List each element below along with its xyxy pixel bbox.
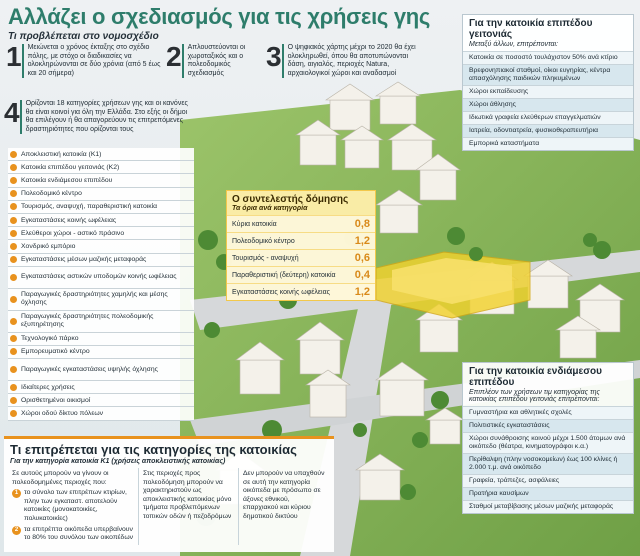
- step-text: Ορίζονται 18 κατηγορίες χρήσεων γης και οι κανόνες θα είναι κοινοί για όλη την Ελλάδα. Στο εξής οι δήμοι θα επιλέγουν ή θα απαγορεύουν τις επιτρεπόμενες δραστηριότητες που ορίζονται τους: [20, 100, 194, 134]
- step-1: [6, 41, 166, 78]
- bullet-dot-icon: [10, 366, 17, 373]
- bullet-dot-icon: [10, 274, 17, 281]
- list-item: Ιδιωτικά γραφεία ελεύθερων επαγγελματιών: [463, 111, 633, 124]
- list-item: Χώροι οδού δίκτυο πόλεων: [8, 407, 194, 420]
- row-value: 1,2: [354, 286, 370, 298]
- row-value: 1,2: [354, 235, 370, 247]
- list-item: Αποκλειστική κατοικία (Κ1): [8, 148, 194, 161]
- step-2: [166, 41, 264, 78]
- page-subtitle: Τι προβλέπεται στο νομοσχέδιο: [8, 31, 159, 42]
- step-number: 1: [6, 41, 22, 72]
- step-3: [266, 41, 426, 78]
- step-number: 2: [166, 41, 182, 72]
- panel-subtitle: Για την κατηγορία κατοικία Κ1 (χρήσεις αποκλειστικής κατοικίας): [10, 458, 226, 465]
- list-item: Χονδρικό εμπόριο: [8, 240, 194, 253]
- column-intro: Σε αυτούς μπορούν να γίνουν οι πολεοδομημένες περιοχές που:: [12, 470, 109, 486]
- row-label: Εγκαταστάσεις κοινής ωφέλειας: [232, 288, 330, 296]
- column-planning-areas: Στις περιοχές προς πολεοδόμηση μπορούν να χαρακτηριστούν ως αποκλειστικής κατοικίας μόνο τμήματα προβλεπόμενων τοπικών οδών ή πεζοδρόμων: [138, 468, 238, 545]
- list-item: Τουρισμός, αναψυχή, παραθεριστική κατοικία: [8, 201, 194, 214]
- list-item: Τεχνολογικό πάρκο: [8, 333, 194, 346]
- list-item: Εμπορικά καταστήματα: [463, 137, 633, 150]
- list-item: Γυμναστήρια και αθλητικές σχολές: [463, 406, 633, 419]
- table-row: [227, 232, 375, 249]
- bullet-dot-icon: [10, 256, 17, 263]
- list-item: Ιδιαίτερες χρήσεις: [8, 381, 194, 394]
- bullet-text: τα επιτρέπτα οικόπεδα υπερβαίνουν το 80% του συνόλου των οικοπέδων: [24, 525, 134, 542]
- allowed-uses-panel: [4, 436, 334, 552]
- row-value: 0,6: [354, 252, 370, 264]
- bullet-number: 2: [12, 526, 21, 535]
- land-use-category-list: [8, 148, 194, 421]
- list-item: Κατοικία ενδιάμεσου επιπέδου: [8, 174, 194, 187]
- list-item: Σταθμοί μεταβίβασης μέσων μαζικής μεταφοράς: [463, 500, 633, 513]
- bullet-dot-icon: [10, 151, 17, 158]
- step-number: 4: [4, 97, 20, 128]
- list-item: [12, 526, 134, 543]
- list-item: Περίθαλψη (πλην νοσοκομείων) έως 100 κλίνες ή 2.000 τ.μ. ανά οικόπεδο: [463, 453, 633, 474]
- list-item: Χώροι συνάθροισης κοινού μέχρι 1.500 άτομων ανά οικόπεδο (θέατρα, κινηματογράφοι κ.α.): [463, 432, 633, 453]
- bullet-dot-icon: [10, 410, 17, 417]
- row-label: Παραθεριστική (δεύτερη) κατοικία: [232, 271, 336, 279]
- step-text: Απλουστεύονται οι χωροταξικός και ο πολεοδομικός σχεδιασμός: [182, 44, 264, 78]
- bullet-dot-icon: [10, 190, 17, 197]
- row-label: Κύρια κατοικία: [232, 220, 277, 228]
- row-value: 0,8: [354, 218, 370, 230]
- list-item: [12, 489, 134, 523]
- step-text: Ο ψηφιακός χάρτης μέχρι το 2020 θα έχει ολοκληρωθεί, όπου θα αποτυπώνονται δάση, αιγιαλός, περιοχές Natura, αρχαιολογικοί χώροι και αναδασμοί: [282, 44, 426, 78]
- list-item: Εγκαταστάσεις αστικών υποδομών κοινής ωφέλειας: [8, 267, 194, 289]
- row-label: Πολεοδομικό κέντρο: [232, 237, 295, 245]
- list-item: Ορισθετημένοι οικισμοί: [8, 394, 194, 407]
- intermediate-residence-panel: [462, 362, 634, 514]
- bullet-dot-icon: [10, 397, 17, 404]
- list-item: Εγκαταστάσεις κοινής ωφέλειας: [8, 214, 194, 227]
- bullet-dot-icon: [10, 217, 17, 224]
- bullet-dot-icon: [10, 164, 17, 171]
- table-row: [227, 215, 375, 232]
- list-item: Ελεύθεροι χώροι - αστικό πράσινο: [8, 227, 194, 240]
- bullet-dot-icon: [10, 348, 17, 355]
- list-item: Παραγωγικές εγκαταστάσεις υψηλής όχλησης: [8, 359, 194, 381]
- list-item: Παραγωγικές δραστηριότητες χαμηλής και μέσης όχλησης: [8, 289, 194, 311]
- panel-title: Για την κατοικία επιπέδου γειτονιάς: [469, 18, 593, 40]
- coefficient-subtitle: Τα όρια ανά κατηγορία: [232, 205, 308, 212]
- list-item: Πολιτιστικές εγκαταστάσεις: [463, 419, 633, 432]
- list-item: Πολεοδομικό κέντρο: [8, 188, 194, 201]
- list-item: Χώροι άθλησης: [463, 98, 633, 111]
- column-exclusions: Δεν μπορούν να υπαχθούν σε αυτή την κατηγορία οικόπεδα με πρόσωπο σε άξονες εθνικού, επαρχιακού και κύριου δημοτικού δικτύου: [238, 468, 330, 545]
- panel-title: Τι επιτρέπεται για τις κατηγορίες της κατοικίας: [10, 442, 297, 457]
- step-number: 3: [266, 41, 282, 72]
- bullet-dot-icon: [10, 384, 17, 391]
- bullet-dot-icon: [10, 296, 17, 303]
- list-item: Ιατρεία, οδοντιατρεία, φυσικοθεραπευτήρια: [463, 124, 633, 137]
- list-item: Εμπορευματικό κέντρο: [8, 346, 194, 359]
- bullet-dot-icon: [10, 230, 17, 237]
- panel-intro: Επιπλέον των χρήσεων τιμ κατηγορίας της κατοικίας επιπέδου γειτονιάς επιτρέπονται:: [469, 389, 600, 403]
- list-item: Γραφεία, τράπεζες, ασφάλειες: [463, 474, 633, 487]
- step-4: [4, 97, 194, 134]
- panel-title: Για την κατοικία ενδιάμεσου επιπέδου: [469, 366, 602, 388]
- bullet-dot-icon: [10, 203, 17, 210]
- list-item: Εγκαταστάσεις μέσων μαζικής μεταφοράς: [8, 254, 194, 267]
- list-item: Χώροι εκπαίδευσης: [463, 85, 633, 98]
- coefficient-title: Ο συντελεστής δόμησης: [232, 194, 349, 205]
- list-item: Πρατήρια καυσίμων: [463, 487, 633, 500]
- panel-intro: Μεταξύ άλλων, επιτρέπονται:: [469, 41, 558, 48]
- bullet-dot-icon: [10, 318, 17, 325]
- building-coefficient-table: [226, 190, 376, 301]
- bullet-number: 1: [12, 489, 21, 498]
- row-label: Τουρισμός - αναψυχή: [232, 254, 299, 262]
- table-row: [227, 249, 375, 266]
- table-row: [227, 266, 375, 283]
- page-title: Αλλάζει ο σχεδιασμός για τις χρήσεις γης: [8, 4, 431, 29]
- list-item: Κατοικία σε ποσοστό τουλάχιστον 50% ανά κτίριο: [463, 51, 633, 64]
- bullet-dot-icon: [10, 335, 17, 342]
- table-row: [227, 283, 375, 300]
- bullet-dot-icon: [10, 243, 17, 250]
- list-item: Παραγωγικές δραστηριότητες πολεοδομικής εξυπηρέτησης: [8, 311, 194, 333]
- step-text: Μειώνεται ο χρόνος έκταξης στο σχέδιο πόλης, με στόχο οι διαδικασίες να ολοκληρώνονται σε δύο χρόνια (από 5 έως και 20 σήμερα): [22, 44, 166, 78]
- list-item: Βρεφονηπιακοί σταθμοί, οίκοι ευγηρίας, κέντρα απασχόλησης παιδικών πληκυμένων: [463, 64, 633, 85]
- list-item: Κατοικία επιπέδου γειτονιάς (Κ2): [8, 161, 194, 174]
- bullet-text: το σύνολο των επιτρέπων κτιρίων, πλην των εγκαταστ. αποτελούν κατοικίες (μονοκατοικίες, πολυκατοικίες): [24, 489, 127, 522]
- neighborhood-residence-panel: [462, 14, 634, 151]
- bullet-dot-icon: [10, 177, 17, 184]
- row-value: 0,4: [354, 269, 370, 281]
- column-criteria: [8, 468, 138, 545]
